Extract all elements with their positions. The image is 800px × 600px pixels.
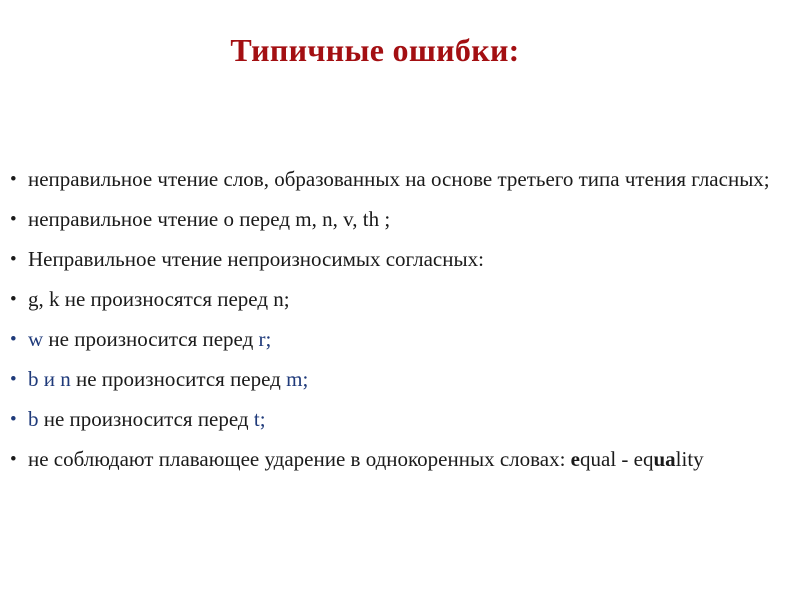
letter-highlight: r; [258, 327, 272, 351]
slide-title: Типичные ошибки: [230, 32, 520, 68]
list-item [10, 246, 790, 273]
bullet-icon: • [10, 369, 17, 390]
bullet-icon: • [10, 409, 17, 430]
list-item [10, 366, 790, 393]
stress-highlight: ua [653, 447, 676, 471]
letter-highlight: m; [286, 367, 309, 391]
item-text: g, k не произносятся перед n; [28, 287, 290, 311]
letter-highlight: b и n [28, 367, 71, 391]
list-item [10, 446, 790, 473]
bullet-icon: • [10, 209, 17, 230]
item-text: не соблюдают плавающее ударение в однокоренных словах: [28, 447, 571, 471]
bullet-icon: • [10, 449, 17, 470]
item-text: не произносится перед [38, 407, 254, 431]
letter-highlight: w [28, 327, 44, 351]
bullet-list [10, 166, 790, 486]
item-text: не произносится перед [70, 367, 287, 391]
bullet-icon: • [10, 289, 17, 310]
item-text: неправильное чтение о перед m, n, v, th ; [28, 207, 391, 231]
list-item [10, 406, 790, 433]
item-text: Неправильное чтение непроизносимых согласных: [28, 247, 484, 271]
list-item [10, 206, 790, 233]
stress-highlight: e [570, 447, 580, 471]
item-text: lity [675, 447, 704, 471]
list-item [10, 286, 790, 313]
bullet-icon: • [10, 249, 17, 270]
letter-highlight: b [28, 407, 39, 431]
bullet-icon: • [10, 169, 17, 190]
item-text: не произносится перед [43, 327, 259, 351]
item-text: неправильное чтение слов, образованных на основе третьего типа чтения гласных; [28, 167, 770, 191]
item-text: qual - eq [580, 447, 654, 471]
bullet-icon: • [10, 329, 17, 350]
list-item [10, 326, 790, 353]
list-item [10, 166, 790, 193]
letter-highlight: t; [253, 407, 266, 431]
